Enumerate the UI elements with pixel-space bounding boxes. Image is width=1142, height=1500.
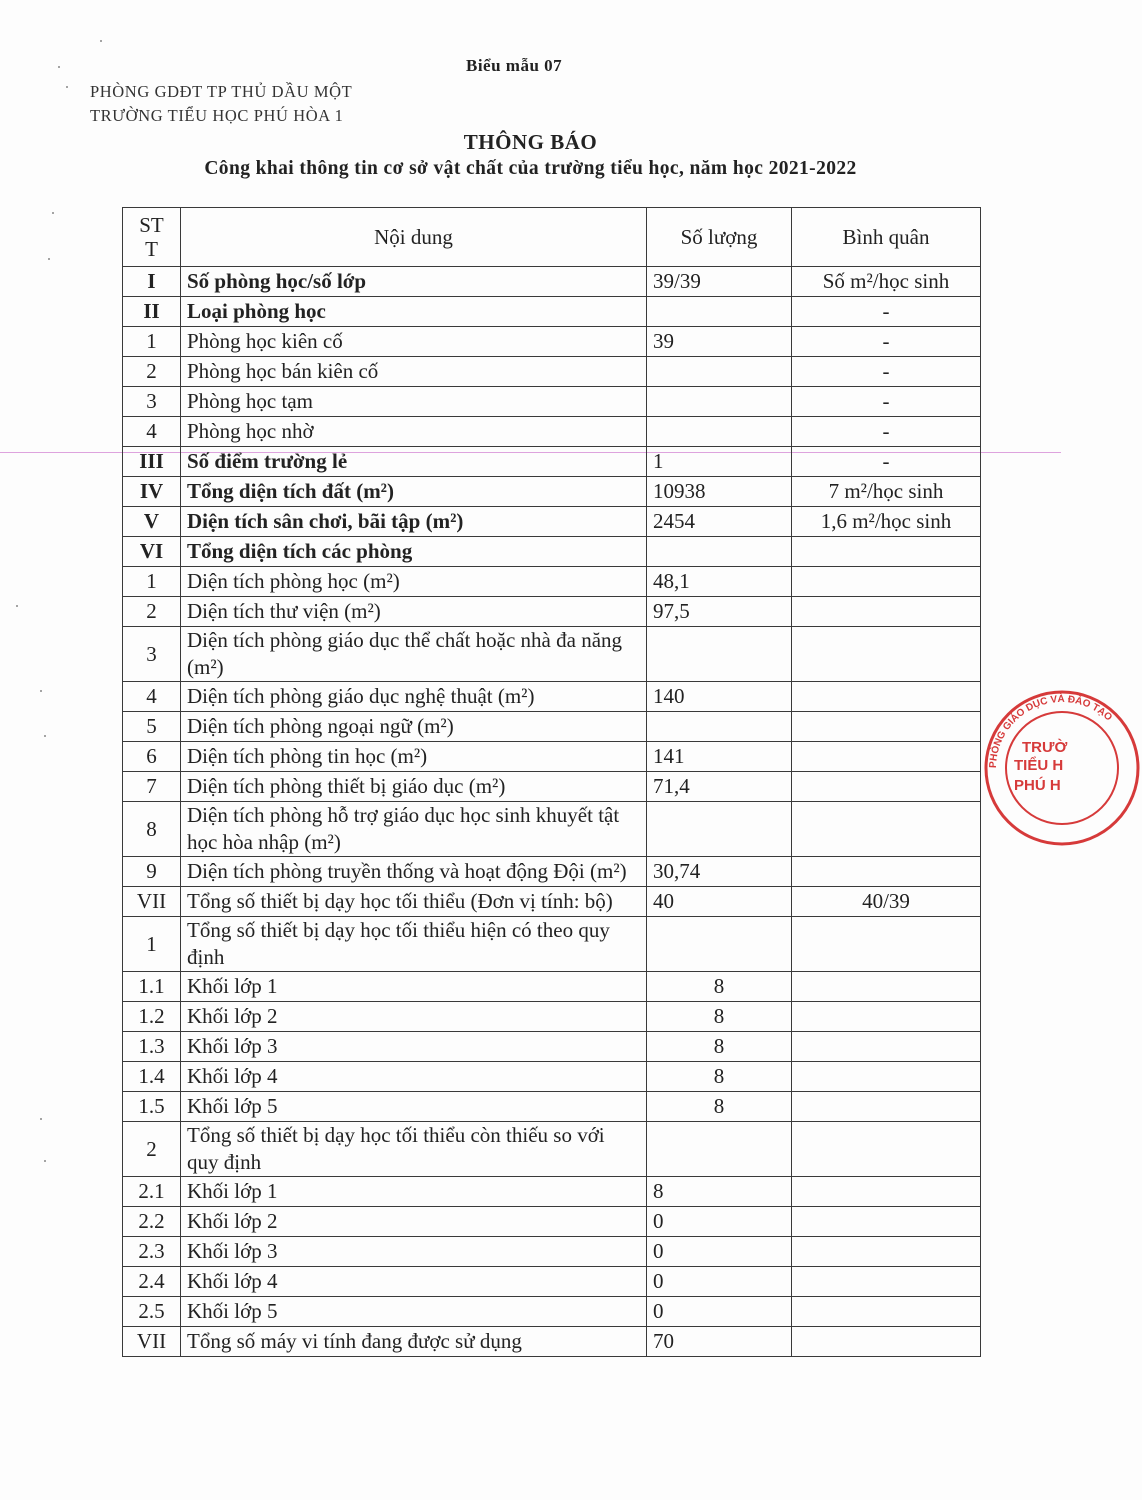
row-average bbox=[792, 1062, 981, 1092]
row-quantity bbox=[647, 1122, 792, 1177]
row-quantity: 30,74 bbox=[647, 857, 792, 887]
row-content: Số điểm trường lẻ bbox=[181, 447, 647, 477]
table-row bbox=[123, 887, 981, 917]
table-row bbox=[123, 712, 981, 742]
table-row bbox=[123, 357, 981, 387]
stamp-ring-text: PHÒNG GIÁO DỤC VÀ ĐÀO TẠO bbox=[987, 693, 1114, 769]
scan-speck bbox=[40, 1118, 42, 1120]
row-average bbox=[792, 627, 981, 682]
row-stt: 2 bbox=[123, 597, 181, 627]
row-average bbox=[792, 802, 981, 857]
row-average bbox=[792, 1297, 981, 1327]
table-row bbox=[123, 972, 981, 1002]
row-average bbox=[792, 567, 981, 597]
table-row bbox=[123, 772, 981, 802]
row-average bbox=[792, 972, 981, 1002]
row-average: - bbox=[792, 357, 981, 387]
row-stt: VII bbox=[123, 1327, 181, 1357]
row-average bbox=[792, 537, 981, 567]
stamp-line-2: TIỂU H bbox=[1014, 757, 1064, 774]
row-quantity: 8 bbox=[647, 1177, 792, 1207]
row-average bbox=[792, 742, 981, 772]
row-quantity: 8 bbox=[647, 972, 792, 1002]
row-average: 7 m²/học sinh bbox=[792, 477, 981, 507]
row-stt: 1.4 bbox=[123, 1062, 181, 1092]
row-stt: 1.1 bbox=[123, 972, 181, 1002]
row-stt: I bbox=[123, 267, 181, 297]
table-row bbox=[123, 447, 981, 477]
scan-speck bbox=[66, 86, 68, 88]
row-content: Phòng học nhờ bbox=[181, 417, 647, 447]
row-stt: 1 bbox=[123, 917, 181, 972]
scan-speck bbox=[40, 690, 42, 692]
row-average bbox=[792, 1032, 981, 1062]
table-row bbox=[123, 1237, 981, 1267]
row-quantity bbox=[647, 297, 792, 327]
scan-speck bbox=[44, 735, 46, 737]
row-quantity bbox=[647, 417, 792, 447]
row-content: Tổng số máy vi tính đang được sử dụng bbox=[181, 1327, 647, 1357]
row-quantity: 48,1 bbox=[647, 567, 792, 597]
document-title: THÔNG BÁO bbox=[463, 130, 598, 154]
table-row bbox=[123, 597, 981, 627]
row-quantity: 1 bbox=[647, 447, 792, 477]
row-stt: 4 bbox=[123, 417, 181, 447]
table-row bbox=[123, 267, 981, 297]
row-quantity bbox=[647, 712, 792, 742]
table-row bbox=[123, 567, 981, 597]
row-stt: 2 bbox=[123, 357, 181, 387]
row-quantity: 40 bbox=[647, 887, 792, 917]
table-row bbox=[123, 537, 981, 567]
table-row bbox=[123, 477, 981, 507]
row-content: Diện tích phòng giáo dục nghệ thuật (m²) bbox=[181, 682, 647, 712]
row-quantity bbox=[647, 537, 792, 567]
row-quantity: 8 bbox=[647, 1062, 792, 1092]
row-stt: 9 bbox=[123, 857, 181, 887]
row-average bbox=[792, 682, 981, 712]
table-row bbox=[123, 802, 981, 857]
row-content: Khối lớp 1 bbox=[181, 1177, 647, 1207]
table-row bbox=[123, 1207, 981, 1237]
row-quantity: 10938 bbox=[647, 477, 792, 507]
table-row bbox=[123, 417, 981, 447]
row-quantity: 0 bbox=[647, 1207, 792, 1237]
row-quantity: 70 bbox=[647, 1327, 792, 1357]
row-content: Diện tích thư viện (m²) bbox=[181, 597, 647, 627]
row-content: Phòng học bán kiên cố bbox=[181, 357, 647, 387]
row-quantity: 8 bbox=[647, 1002, 792, 1032]
row-content: Diện tích phòng truyền thống và hoạt động Đội (m²) bbox=[181, 857, 647, 887]
row-average bbox=[792, 1177, 981, 1207]
row-quantity: 39/39 bbox=[647, 267, 792, 297]
official-stamp bbox=[982, 688, 1142, 848]
table-row bbox=[123, 857, 981, 887]
table-row bbox=[123, 1177, 981, 1207]
row-quantity bbox=[647, 357, 792, 387]
row-content: Loại phòng học bbox=[181, 297, 647, 327]
row-quantity: 8 bbox=[647, 1032, 792, 1062]
row-stt: 2.3 bbox=[123, 1237, 181, 1267]
row-stt: 1 bbox=[123, 327, 181, 357]
row-quantity: 0 bbox=[647, 1297, 792, 1327]
header-content: Nội dung bbox=[181, 208, 647, 267]
row-stt: 2 bbox=[123, 1122, 181, 1177]
row-average bbox=[792, 772, 981, 802]
table-row bbox=[123, 1032, 981, 1062]
row-quantity: 0 bbox=[647, 1267, 792, 1297]
scan-speck bbox=[100, 40, 102, 42]
table-row bbox=[123, 327, 981, 357]
row-content: Khối lớp 4 bbox=[181, 1062, 647, 1092]
row-content: Khối lớp 3 bbox=[181, 1237, 647, 1267]
row-average bbox=[792, 1207, 981, 1237]
row-content: Khối lớp 2 bbox=[181, 1207, 647, 1237]
row-stt: 1 bbox=[123, 567, 181, 597]
row-quantity: 0 bbox=[647, 1237, 792, 1267]
row-quantity bbox=[647, 627, 792, 682]
agency-line-1: PHÒNG GDĐT TP THỦ DẦU MỘT bbox=[90, 82, 353, 101]
row-content: Số phòng học/số lớp bbox=[181, 267, 647, 297]
row-average bbox=[792, 597, 981, 627]
header-average: Bình quân bbox=[792, 208, 981, 267]
row-stt: 2.5 bbox=[123, 1297, 181, 1327]
form-number: Biểu mẫu 07 bbox=[466, 56, 563, 75]
row-average bbox=[792, 857, 981, 887]
row-average bbox=[792, 917, 981, 972]
scan-speck bbox=[52, 212, 54, 214]
row-content: Tổng diện tích các phòng bbox=[181, 537, 647, 567]
row-stt: 1.3 bbox=[123, 1032, 181, 1062]
row-average: - bbox=[792, 327, 981, 357]
table-row bbox=[123, 297, 981, 327]
row-content: Khối lớp 4 bbox=[181, 1267, 647, 1297]
table-row bbox=[123, 1092, 981, 1122]
scan-speck bbox=[16, 605, 18, 607]
row-stt: 7 bbox=[123, 772, 181, 802]
row-stt: VII bbox=[123, 887, 181, 917]
issuing-agency bbox=[90, 80, 352, 128]
row-stt: III bbox=[123, 447, 181, 477]
row-content: Khối lớp 5 bbox=[181, 1092, 647, 1122]
row-content: Diện tích phòng học (m²) bbox=[181, 567, 647, 597]
row-quantity bbox=[647, 917, 792, 972]
row-content: Tổng số thiết bị dạy học tối thiểu hiện có theo quy định bbox=[181, 917, 647, 972]
row-content: Diện tích phòng thiết bị giáo dục (m²) bbox=[181, 772, 647, 802]
row-average: - bbox=[792, 447, 981, 477]
row-stt: V bbox=[123, 507, 181, 537]
row-stt: IV bbox=[123, 477, 181, 507]
row-average: - bbox=[792, 387, 981, 417]
scan-speck bbox=[48, 258, 50, 260]
table-row bbox=[123, 1327, 981, 1357]
table-row bbox=[123, 682, 981, 712]
facilities-table bbox=[122, 207, 981, 1357]
row-average bbox=[792, 1092, 981, 1122]
row-content: Phòng học tạm bbox=[181, 387, 647, 417]
stamp-line-1: TRƯỜ bbox=[1022, 739, 1068, 756]
row-stt: 1.2 bbox=[123, 1002, 181, 1032]
table-row bbox=[123, 627, 981, 682]
agency-line-2: TRƯỜNG TIỂU HỌC PHÚ HÒA 1 bbox=[90, 106, 344, 125]
row-stt: 8 bbox=[123, 802, 181, 857]
table-row bbox=[123, 1267, 981, 1297]
row-quantity: 71,4 bbox=[647, 772, 792, 802]
row-stt: 3 bbox=[123, 387, 181, 417]
row-content: Khối lớp 2 bbox=[181, 1002, 647, 1032]
row-average bbox=[792, 712, 981, 742]
row-stt: 4 bbox=[123, 682, 181, 712]
row-content: Tổng số thiết bị dạy học tối thiểu còn thiếu so với quy định bbox=[181, 1122, 647, 1177]
scan-speck bbox=[44, 1160, 46, 1162]
row-quantity: 141 bbox=[647, 742, 792, 772]
header-quantity: Số lượng bbox=[647, 208, 792, 267]
row-stt: 6 bbox=[123, 742, 181, 772]
row-average: 1,6 m²/học sinh bbox=[792, 507, 981, 537]
row-content: Diện tích sân chơi, bãi tập (m²) bbox=[181, 507, 647, 537]
row-quantity: 8 bbox=[647, 1092, 792, 1122]
row-average: - bbox=[792, 297, 981, 327]
row-stt: 2.2 bbox=[123, 1207, 181, 1237]
row-content: Khối lớp 1 bbox=[181, 972, 647, 1002]
row-content: Diện tích phòng ngoại ngữ (m²) bbox=[181, 712, 647, 742]
row-average: 40/39 bbox=[792, 887, 981, 917]
row-stt: VI bbox=[123, 537, 181, 567]
table-row bbox=[123, 1002, 981, 1032]
row-stt: II bbox=[123, 297, 181, 327]
table-row bbox=[123, 507, 981, 537]
row-content: Khối lớp 3 bbox=[181, 1032, 647, 1062]
table-row bbox=[123, 917, 981, 972]
row-content: Tổng diện tích đất (m²) bbox=[181, 477, 647, 507]
row-average: Số m²/học sinh bbox=[792, 267, 981, 297]
row-stt: 2.1 bbox=[123, 1177, 181, 1207]
scan-speck bbox=[58, 66, 60, 68]
row-quantity bbox=[647, 387, 792, 417]
row-content: Phòng học kiên cố bbox=[181, 327, 647, 357]
row-average bbox=[792, 1122, 981, 1177]
row-stt: 3 bbox=[123, 627, 181, 682]
row-content: Diện tích phòng hỗ trợ giáo dục học sinh khuyết tật học hòa nhập (m²) bbox=[181, 802, 647, 857]
stamp-line-3: PHÚ H bbox=[1014, 777, 1061, 794]
row-content: Khối lớp 5 bbox=[181, 1297, 647, 1327]
row-quantity: 2454 bbox=[647, 507, 792, 537]
table-row bbox=[123, 1122, 981, 1177]
table-row bbox=[123, 742, 981, 772]
row-average bbox=[792, 1267, 981, 1297]
row-average bbox=[792, 1327, 981, 1357]
row-quantity: 140 bbox=[647, 682, 792, 712]
header-stt: ST T bbox=[123, 208, 181, 267]
row-content: Tổng số thiết bị dạy học tối thiểu (Đơn vị tính: bộ) bbox=[181, 887, 647, 917]
table-row bbox=[123, 387, 981, 417]
document-subtitle: Công khai thông tin cơ sở vật chất của trường tiểu học, năm học 2021-2022 bbox=[204, 158, 857, 179]
row-stt: 1.5 bbox=[123, 1092, 181, 1122]
row-average bbox=[792, 1002, 981, 1032]
table-row bbox=[123, 1062, 981, 1092]
row-quantity bbox=[647, 802, 792, 857]
row-quantity: 39 bbox=[647, 327, 792, 357]
row-average: - bbox=[792, 417, 981, 447]
row-quantity: 97,5 bbox=[647, 597, 792, 627]
row-stt: 2.4 bbox=[123, 1267, 181, 1297]
table-row bbox=[123, 1297, 981, 1327]
row-content: Diện tích phòng tin học (m²) bbox=[181, 742, 647, 772]
row-average bbox=[792, 1237, 981, 1267]
table-header-row bbox=[123, 208, 981, 267]
row-content: Diện tích phòng giáo dục thể chất hoặc nhà đa năng (m²) bbox=[181, 627, 647, 682]
row-stt: 5 bbox=[123, 712, 181, 742]
